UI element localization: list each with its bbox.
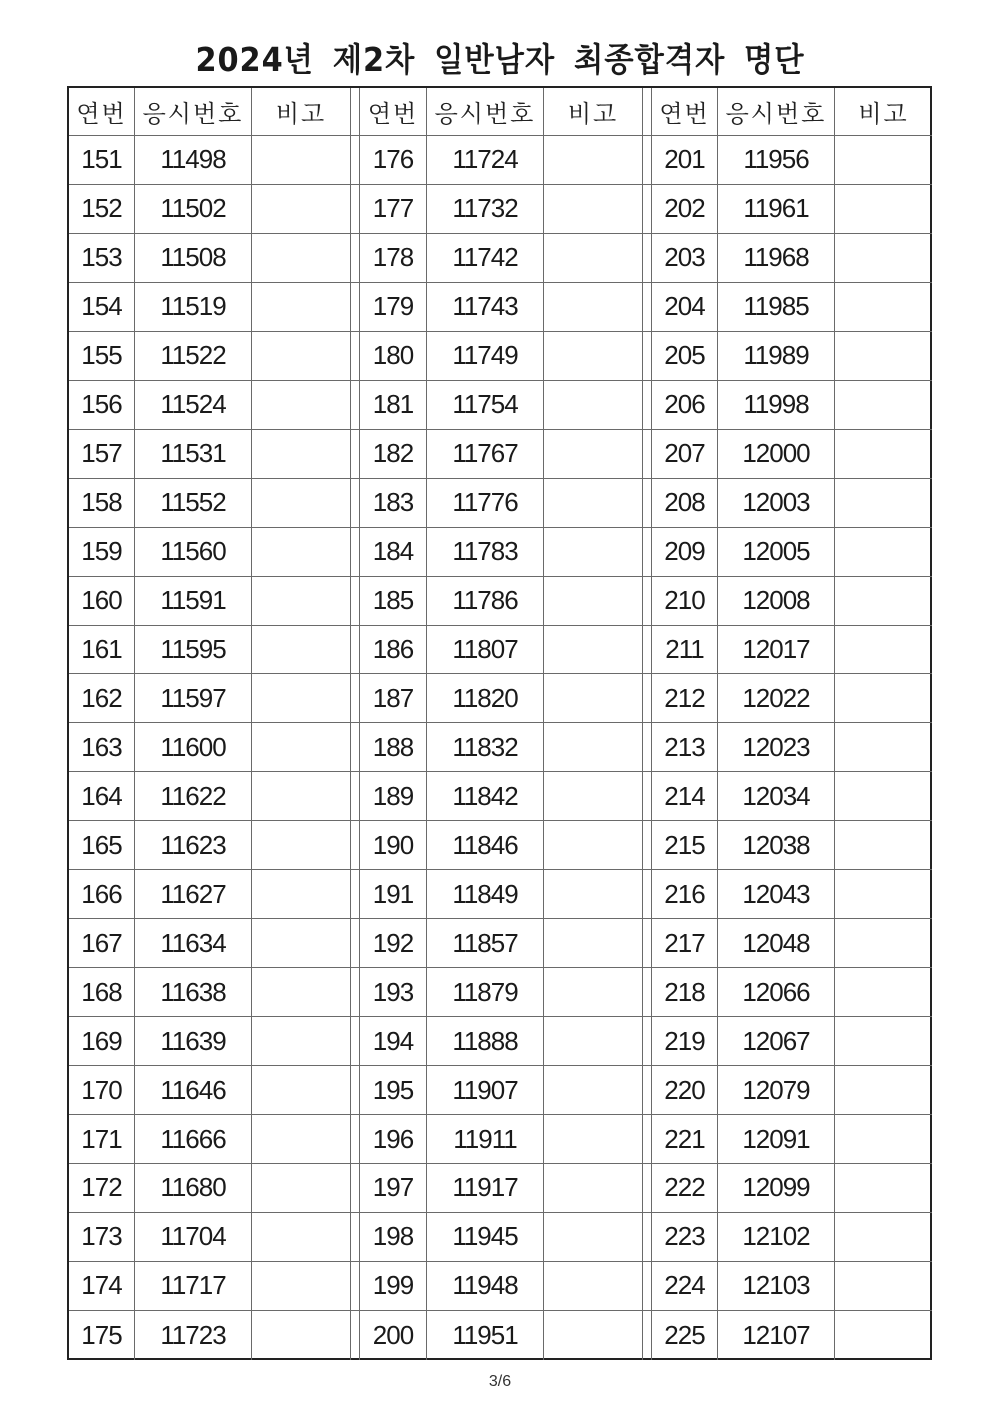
exam-number-cell: 11767 bbox=[427, 430, 544, 479]
results-table bbox=[67, 86, 932, 1360]
section-divider bbox=[351, 1262, 360, 1311]
section-divider bbox=[643, 968, 652, 1017]
row-number-cell: 152 bbox=[69, 185, 135, 234]
remarks-cell bbox=[544, 1311, 643, 1360]
section-divider bbox=[351, 332, 360, 381]
row-number-cell: 177 bbox=[360, 185, 427, 234]
exam-number-cell: 11522 bbox=[135, 332, 252, 381]
row-number-cell: 209 bbox=[652, 528, 718, 577]
row-number-cell: 217 bbox=[652, 919, 718, 968]
row-number-cell: 189 bbox=[360, 772, 427, 821]
exam-number-cell: 11786 bbox=[427, 577, 544, 626]
exam-number-cell: 12102 bbox=[718, 1213, 835, 1262]
remarks-cell bbox=[252, 185, 351, 234]
remarks-cell bbox=[544, 283, 643, 332]
row-number-cell: 155 bbox=[69, 332, 135, 381]
exam-number-cell: 11911 bbox=[427, 1115, 544, 1164]
remarks-cell bbox=[252, 332, 351, 381]
row-number-cell: 172 bbox=[69, 1164, 135, 1213]
exam-number-cell: 11724 bbox=[427, 136, 544, 185]
remarks-cell bbox=[252, 1115, 351, 1164]
exam-number-cell: 11704 bbox=[135, 1213, 252, 1262]
remarks-cell bbox=[544, 381, 643, 430]
exam-number-cell: 11666 bbox=[135, 1115, 252, 1164]
row-number-cell: 178 bbox=[360, 234, 427, 283]
section-divider bbox=[643, 919, 652, 968]
remarks-cell bbox=[252, 626, 351, 675]
row-number-cell: 202 bbox=[652, 185, 718, 234]
exam-number-cell: 11623 bbox=[135, 821, 252, 870]
exam-number-cell: 11531 bbox=[135, 430, 252, 479]
exam-number-cell: 11552 bbox=[135, 479, 252, 528]
remarks-cell bbox=[544, 1017, 643, 1066]
exam-number-cell: 11627 bbox=[135, 870, 252, 919]
header-remarks: 비고 bbox=[544, 88, 643, 136]
remarks-cell bbox=[835, 772, 932, 821]
exam-number-cell: 11560 bbox=[135, 528, 252, 577]
remarks-cell bbox=[544, 1213, 643, 1262]
remarks-cell bbox=[835, 430, 932, 479]
row-number-cell: 220 bbox=[652, 1066, 718, 1115]
remarks-cell bbox=[252, 870, 351, 919]
row-number-cell: 212 bbox=[652, 674, 718, 723]
section-divider bbox=[643, 821, 652, 870]
exam-number-cell: 11985 bbox=[718, 283, 835, 332]
section-divider bbox=[643, 283, 652, 332]
row-number-cell: 156 bbox=[69, 381, 135, 430]
row-number-cell: 176 bbox=[360, 136, 427, 185]
row-number-cell: 151 bbox=[69, 136, 135, 185]
exam-number-cell: 12079 bbox=[718, 1066, 835, 1115]
section-divider bbox=[351, 626, 360, 675]
row-number-cell: 158 bbox=[69, 479, 135, 528]
remarks-cell bbox=[544, 723, 643, 772]
exam-number-cell: 11783 bbox=[427, 528, 544, 577]
remarks-cell bbox=[252, 234, 351, 283]
row-number-cell: 163 bbox=[69, 723, 135, 772]
remarks-cell bbox=[252, 1213, 351, 1262]
remarks-cell bbox=[252, 772, 351, 821]
row-number-cell: 210 bbox=[652, 577, 718, 626]
section-divider bbox=[643, 1311, 652, 1360]
exam-number-cell: 12000 bbox=[718, 430, 835, 479]
row-number-cell: 221 bbox=[652, 1115, 718, 1164]
section-divider bbox=[351, 185, 360, 234]
section-divider bbox=[351, 1213, 360, 1262]
remarks-cell bbox=[835, 283, 932, 332]
section-divider bbox=[351, 674, 360, 723]
exam-number-cell: 11888 bbox=[427, 1017, 544, 1066]
header-exam-number: 응시번호 bbox=[718, 88, 835, 136]
remarks-cell bbox=[544, 1066, 643, 1115]
exam-number-cell: 11749 bbox=[427, 332, 544, 381]
remarks-cell bbox=[252, 919, 351, 968]
remarks-cell bbox=[544, 772, 643, 821]
row-number-cell: 214 bbox=[652, 772, 718, 821]
exam-number-cell: 12022 bbox=[718, 674, 835, 723]
section-divider bbox=[351, 1017, 360, 1066]
section-divider bbox=[351, 1066, 360, 1115]
row-number-cell: 204 bbox=[652, 283, 718, 332]
exam-number-cell: 11595 bbox=[135, 626, 252, 675]
exam-number-cell: 11948 bbox=[427, 1262, 544, 1311]
exam-number-cell: 11849 bbox=[427, 870, 544, 919]
row-number-cell: 183 bbox=[360, 479, 427, 528]
remarks-cell bbox=[544, 136, 643, 185]
row-number-cell: 168 bbox=[69, 968, 135, 1017]
section-divider bbox=[643, 528, 652, 577]
remarks-cell bbox=[835, 234, 932, 283]
row-number-cell: 224 bbox=[652, 1262, 718, 1311]
header-row-number: 연번 bbox=[360, 88, 427, 136]
exam-number-cell: 12091 bbox=[718, 1115, 835, 1164]
header-remarks: 비고 bbox=[252, 88, 351, 136]
remarks-cell bbox=[544, 870, 643, 919]
remarks-cell bbox=[835, 577, 932, 626]
row-number-cell: 198 bbox=[360, 1213, 427, 1262]
exam-number-cell: 11597 bbox=[135, 674, 252, 723]
remarks-cell bbox=[835, 1213, 932, 1262]
remarks-cell bbox=[544, 430, 643, 479]
remarks-cell bbox=[544, 1164, 643, 1213]
section-divider bbox=[351, 381, 360, 430]
remarks-cell bbox=[252, 1164, 351, 1213]
section-divider bbox=[351, 1311, 360, 1360]
remarks-cell bbox=[252, 528, 351, 577]
exam-number-cell: 11743 bbox=[427, 283, 544, 332]
exam-number-cell: 11807 bbox=[427, 626, 544, 675]
exam-number-cell: 11945 bbox=[427, 1213, 544, 1262]
exam-number-cell: 11717 bbox=[135, 1262, 252, 1311]
remarks-cell bbox=[544, 479, 643, 528]
row-number-cell: 201 bbox=[652, 136, 718, 185]
exam-number-cell: 11622 bbox=[135, 772, 252, 821]
row-number-cell: 196 bbox=[360, 1115, 427, 1164]
remarks-cell bbox=[544, 577, 643, 626]
row-number-cell: 190 bbox=[360, 821, 427, 870]
exam-number-cell: 12038 bbox=[718, 821, 835, 870]
section-divider bbox=[351, 821, 360, 870]
row-number-cell: 174 bbox=[69, 1262, 135, 1311]
row-number-cell: 154 bbox=[69, 283, 135, 332]
remarks-cell bbox=[835, 723, 932, 772]
section-divider bbox=[643, 577, 652, 626]
remarks-cell bbox=[544, 1262, 643, 1311]
row-number-cell: 161 bbox=[69, 626, 135, 675]
section-divider bbox=[351, 234, 360, 283]
section-divider bbox=[643, 1115, 652, 1164]
exam-number-cell: 12048 bbox=[718, 919, 835, 968]
section-divider bbox=[643, 430, 652, 479]
exam-number-cell: 12103 bbox=[718, 1262, 835, 1311]
remarks-cell bbox=[544, 919, 643, 968]
exam-number-cell: 11508 bbox=[135, 234, 252, 283]
row-number-cell: 208 bbox=[652, 479, 718, 528]
exam-number-cell: 11600 bbox=[135, 723, 252, 772]
exam-number-cell: 11917 bbox=[427, 1164, 544, 1213]
exam-number-cell: 11680 bbox=[135, 1164, 252, 1213]
exam-number-cell: 11519 bbox=[135, 283, 252, 332]
section-divider bbox=[351, 772, 360, 821]
row-number-cell: 205 bbox=[652, 332, 718, 381]
row-number-cell: 173 bbox=[69, 1213, 135, 1262]
remarks-cell bbox=[252, 968, 351, 1017]
row-number-cell: 199 bbox=[360, 1262, 427, 1311]
exam-number-cell: 11498 bbox=[135, 136, 252, 185]
remarks-cell bbox=[544, 332, 643, 381]
exam-number-cell: 11907 bbox=[427, 1066, 544, 1115]
section-divider bbox=[351, 577, 360, 626]
row-number-cell: 186 bbox=[360, 626, 427, 675]
section-divider bbox=[643, 723, 652, 772]
remarks-cell bbox=[252, 1262, 351, 1311]
section-divider bbox=[643, 136, 652, 185]
remarks-cell bbox=[252, 1066, 351, 1115]
section-divider bbox=[643, 185, 652, 234]
section-divider bbox=[351, 919, 360, 968]
exam-number-cell: 12023 bbox=[718, 723, 835, 772]
remarks-cell bbox=[252, 479, 351, 528]
section-divider bbox=[351, 430, 360, 479]
row-number-cell: 159 bbox=[69, 528, 135, 577]
row-number-cell: 185 bbox=[360, 577, 427, 626]
row-number-cell: 216 bbox=[652, 870, 718, 919]
exam-number-cell: 11776 bbox=[427, 479, 544, 528]
row-number-cell: 213 bbox=[652, 723, 718, 772]
section-divider bbox=[643, 479, 652, 528]
exam-number-cell: 11732 bbox=[427, 185, 544, 234]
row-number-cell: 203 bbox=[652, 234, 718, 283]
section-divider bbox=[351, 528, 360, 577]
header-exam-number: 응시번호 bbox=[135, 88, 252, 136]
remarks-cell bbox=[835, 136, 932, 185]
exam-number-cell: 11989 bbox=[718, 332, 835, 381]
remarks-cell bbox=[544, 528, 643, 577]
section-divider bbox=[351, 723, 360, 772]
row-number-cell: 182 bbox=[360, 430, 427, 479]
exam-number-cell: 11879 bbox=[427, 968, 544, 1017]
remarks-cell bbox=[835, 332, 932, 381]
remarks-cell bbox=[544, 626, 643, 675]
section-divider bbox=[643, 626, 652, 675]
exam-number-cell: 11524 bbox=[135, 381, 252, 430]
remarks-cell bbox=[252, 821, 351, 870]
row-number-cell: 211 bbox=[652, 626, 718, 675]
exam-number-cell: 11639 bbox=[135, 1017, 252, 1066]
remarks-cell bbox=[544, 185, 643, 234]
header-row-number: 연번 bbox=[69, 88, 135, 136]
exam-number-cell: 11832 bbox=[427, 723, 544, 772]
section-divider bbox=[351, 1164, 360, 1213]
exam-number-cell: 11591 bbox=[135, 577, 252, 626]
row-number-cell: 171 bbox=[69, 1115, 135, 1164]
exam-number-cell: 11638 bbox=[135, 968, 252, 1017]
remarks-cell bbox=[835, 479, 932, 528]
row-number-cell: 222 bbox=[652, 1164, 718, 1213]
exam-number-cell: 11820 bbox=[427, 674, 544, 723]
remarks-cell bbox=[544, 1115, 643, 1164]
exam-number-cell: 12107 bbox=[718, 1311, 835, 1360]
section-divider bbox=[643, 674, 652, 723]
section-divider bbox=[643, 332, 652, 381]
section-divider bbox=[643, 772, 652, 821]
exam-number-cell: 11634 bbox=[135, 919, 252, 968]
section-divider bbox=[643, 234, 652, 283]
row-number-cell: 195 bbox=[360, 1066, 427, 1115]
exam-number-cell: 11857 bbox=[427, 919, 544, 968]
exam-number-cell: 11998 bbox=[718, 381, 835, 430]
section-divider bbox=[643, 88, 652, 136]
row-number-cell: 157 bbox=[69, 430, 135, 479]
remarks-cell bbox=[252, 381, 351, 430]
row-number-cell: 184 bbox=[360, 528, 427, 577]
section-divider bbox=[351, 479, 360, 528]
section-divider bbox=[643, 381, 652, 430]
remarks-cell bbox=[252, 136, 351, 185]
remarks-cell bbox=[544, 821, 643, 870]
remarks-cell bbox=[252, 1017, 351, 1066]
row-number-cell: 194 bbox=[360, 1017, 427, 1066]
row-number-cell: 223 bbox=[652, 1213, 718, 1262]
section-divider bbox=[643, 1017, 652, 1066]
remarks-cell bbox=[835, 1164, 932, 1213]
row-number-cell: 215 bbox=[652, 821, 718, 870]
remarks-cell bbox=[544, 234, 643, 283]
results-grid bbox=[69, 88, 930, 1358]
remarks-cell bbox=[544, 674, 643, 723]
exam-number-cell: 12099 bbox=[718, 1164, 835, 1213]
row-number-cell: 188 bbox=[360, 723, 427, 772]
section-divider bbox=[351, 968, 360, 1017]
section-divider bbox=[351, 283, 360, 332]
exam-number-cell: 11742 bbox=[427, 234, 544, 283]
remarks-cell bbox=[835, 528, 932, 577]
remarks-cell bbox=[835, 919, 932, 968]
row-number-cell: 160 bbox=[69, 577, 135, 626]
section-divider bbox=[643, 1213, 652, 1262]
row-number-cell: 169 bbox=[69, 1017, 135, 1066]
row-number-cell: 191 bbox=[360, 870, 427, 919]
row-number-cell: 153 bbox=[69, 234, 135, 283]
row-number-cell: 181 bbox=[360, 381, 427, 430]
row-number-cell: 200 bbox=[360, 1311, 427, 1360]
remarks-cell bbox=[835, 674, 932, 723]
row-number-cell: 175 bbox=[69, 1311, 135, 1360]
exam-number-cell: 11723 bbox=[135, 1311, 252, 1360]
row-number-cell: 187 bbox=[360, 674, 427, 723]
row-number-cell: 193 bbox=[360, 968, 427, 1017]
row-number-cell: 180 bbox=[360, 332, 427, 381]
remarks-cell bbox=[835, 1115, 932, 1164]
remarks-cell bbox=[544, 968, 643, 1017]
remarks-cell bbox=[835, 1066, 932, 1115]
section-divider bbox=[351, 870, 360, 919]
exam-number-cell: 12005 bbox=[718, 528, 835, 577]
section-divider bbox=[351, 1115, 360, 1164]
remarks-cell bbox=[835, 968, 932, 1017]
row-number-cell: 197 bbox=[360, 1164, 427, 1213]
row-number-cell: 170 bbox=[69, 1066, 135, 1115]
row-number-cell: 164 bbox=[69, 772, 135, 821]
exam-number-cell: 11968 bbox=[718, 234, 835, 283]
exam-number-cell: 12066 bbox=[718, 968, 835, 1017]
remarks-cell bbox=[252, 430, 351, 479]
row-number-cell: 219 bbox=[652, 1017, 718, 1066]
page-indicator: 3/6 bbox=[488, 1373, 512, 1390]
remarks-cell bbox=[252, 283, 351, 332]
row-number-cell: 192 bbox=[360, 919, 427, 968]
exam-number-cell: 11956 bbox=[718, 136, 835, 185]
exam-number-cell: 12008 bbox=[718, 577, 835, 626]
row-number-cell: 166 bbox=[69, 870, 135, 919]
header-remarks: 비고 bbox=[835, 88, 932, 136]
exam-number-cell: 12003 bbox=[718, 479, 835, 528]
page-title: 2024년 제2차 일반남자 최종합격자 명단 bbox=[195, 40, 805, 79]
row-number-cell: 225 bbox=[652, 1311, 718, 1360]
exam-number-cell: 11846 bbox=[427, 821, 544, 870]
remarks-cell bbox=[835, 1017, 932, 1066]
remarks-cell bbox=[252, 723, 351, 772]
remarks-cell bbox=[835, 1262, 932, 1311]
section-divider bbox=[643, 1164, 652, 1213]
section-divider bbox=[643, 870, 652, 919]
row-number-cell: 167 bbox=[69, 919, 135, 968]
remarks-cell bbox=[835, 1311, 932, 1360]
remarks-cell bbox=[835, 626, 932, 675]
header-row-number: 연번 bbox=[652, 88, 718, 136]
remarks-cell bbox=[835, 821, 932, 870]
remarks-cell bbox=[835, 381, 932, 430]
section-divider bbox=[643, 1262, 652, 1311]
remarks-cell bbox=[252, 1311, 351, 1360]
section-divider bbox=[643, 1066, 652, 1115]
exam-number-cell: 11502 bbox=[135, 185, 252, 234]
exam-number-cell: 11842 bbox=[427, 772, 544, 821]
exam-number-cell: 11951 bbox=[427, 1311, 544, 1360]
remarks-cell bbox=[252, 674, 351, 723]
row-number-cell: 206 bbox=[652, 381, 718, 430]
exam-number-cell: 11961 bbox=[718, 185, 835, 234]
row-number-cell: 207 bbox=[652, 430, 718, 479]
remarks-cell bbox=[835, 870, 932, 919]
row-number-cell: 162 bbox=[69, 674, 135, 723]
row-number-cell: 218 bbox=[652, 968, 718, 1017]
exam-number-cell: 12067 bbox=[718, 1017, 835, 1066]
section-divider bbox=[351, 136, 360, 185]
row-number-cell: 165 bbox=[69, 821, 135, 870]
exam-number-cell: 11754 bbox=[427, 381, 544, 430]
remarks-cell bbox=[835, 185, 932, 234]
exam-number-cell: 12034 bbox=[718, 772, 835, 821]
exam-number-cell: 12043 bbox=[718, 870, 835, 919]
remarks-cell bbox=[252, 577, 351, 626]
row-number-cell: 179 bbox=[360, 283, 427, 332]
section-divider bbox=[351, 88, 360, 136]
header-exam-number: 응시번호 bbox=[427, 88, 544, 136]
exam-number-cell: 11646 bbox=[135, 1066, 252, 1115]
exam-number-cell: 12017 bbox=[718, 626, 835, 675]
